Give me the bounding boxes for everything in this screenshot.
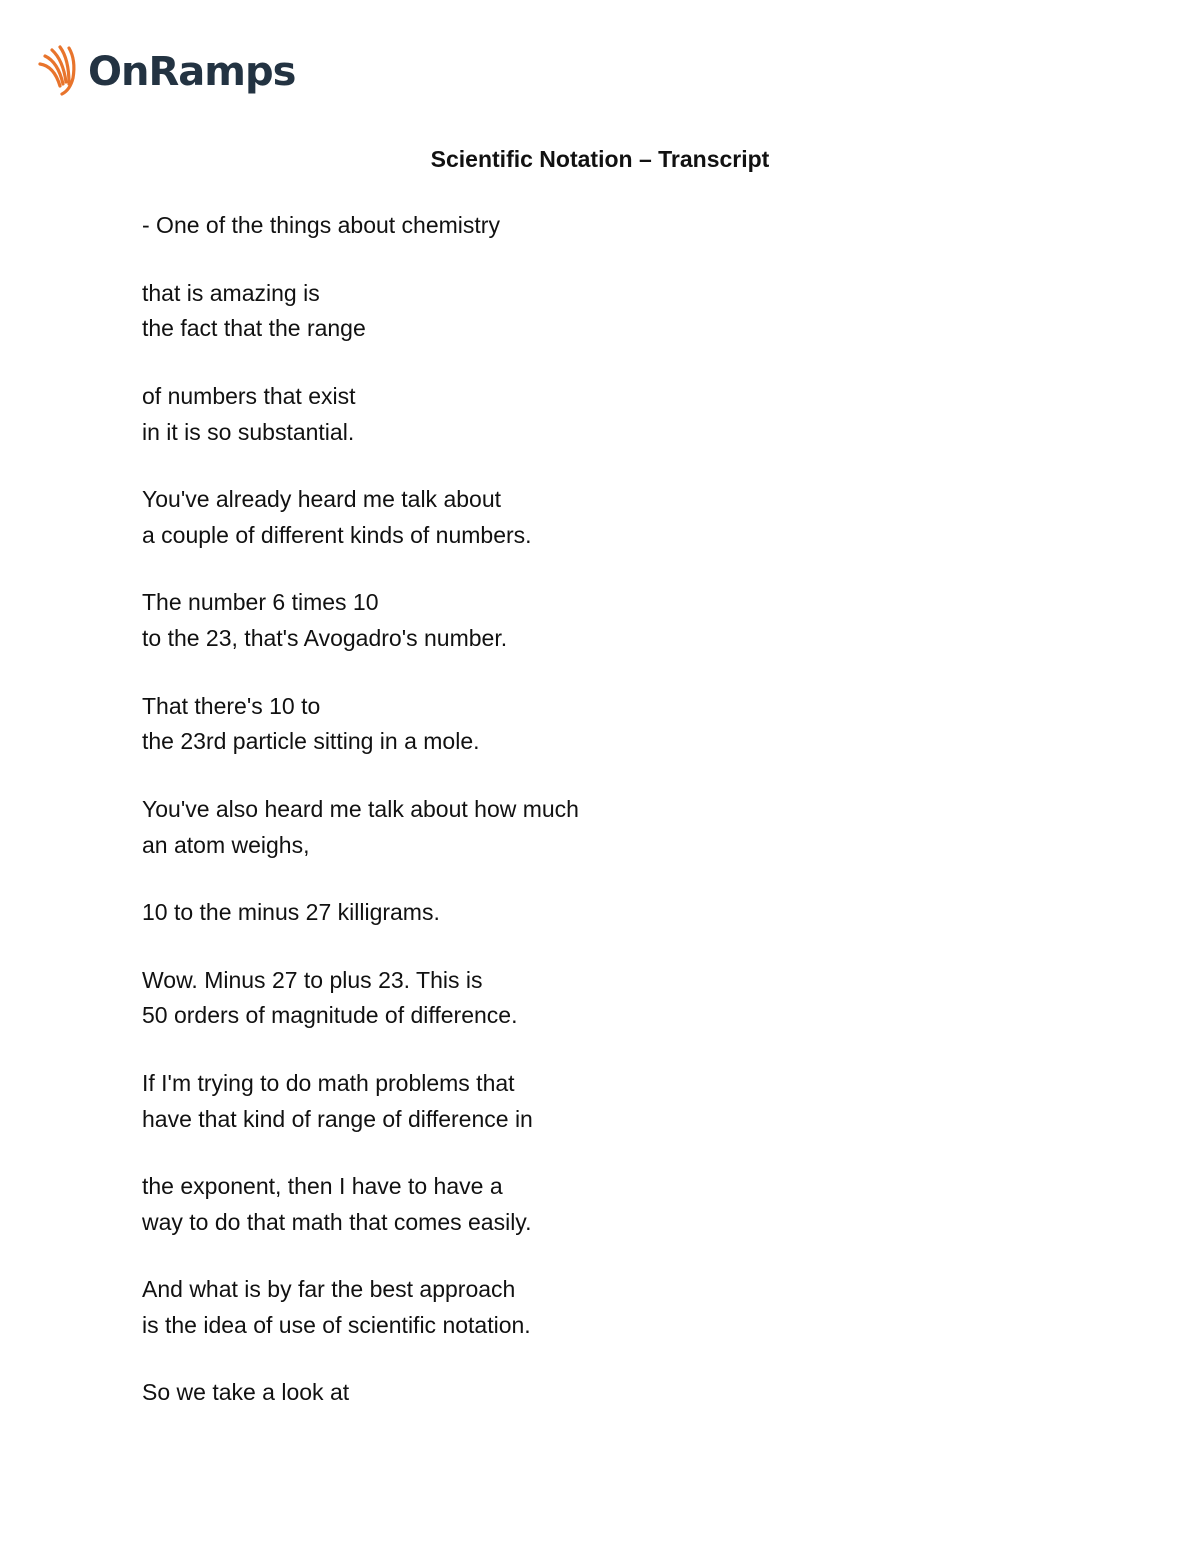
transcript-line: The number 6 times 10 <box>142 589 379 615</box>
onramps-swoosh-icon <box>36 44 84 100</box>
transcript-line: way to do that math that comes easily. <box>142 1209 532 1235</box>
transcript-line: of numbers that exist <box>142 383 356 409</box>
transcript-line: - One of the things about chemistry <box>142 212 500 238</box>
transcript-line: have that kind of range of difference in <box>142 1106 533 1132</box>
transcript-line: is the idea of use of scientific notation. <box>142 1312 531 1338</box>
transcript-line: So we take a look at <box>142 1379 350 1405</box>
transcript-line: that is amazing is <box>142 280 320 306</box>
transcript-line: You've also heard me talk about how much <box>142 796 579 822</box>
transcript-line: a couple of different kinds of numbers. <box>142 522 532 548</box>
transcript-line: the fact that the range <box>142 315 366 341</box>
logo-wordmark: OnRamps <box>88 49 296 95</box>
transcript-line: 50 orders of magnitude of difference. <box>142 1002 518 1028</box>
document-title: Scientific Notation – Transcript <box>430 146 770 172</box>
transcript-line: Wow. Minus 27 to plus 23. This is <box>142 967 483 993</box>
transcript-line: the exponent, then I have to have a <box>142 1173 503 1199</box>
transcript-line: in it is so substantial. <box>142 419 355 445</box>
transcript-line: the 23rd particle sitting in a mole. <box>142 728 480 754</box>
transcript-line: And what is by far the best approach <box>142 1276 516 1302</box>
onramps-logo <box>36 40 295 104</box>
transcript-line: 10 to the minus 27 killigrams. <box>142 899 440 925</box>
transcript-line: an atom weighs, <box>142 832 310 858</box>
transcript-line: You've already heard me talk about <box>142 486 502 512</box>
transcript-line: That there's 10 to <box>142 693 321 719</box>
transcript-line: to the 23, that's Avogadro's number. <box>142 625 508 651</box>
transcript-line: If I'm trying to do math problems that <box>142 1070 515 1096</box>
